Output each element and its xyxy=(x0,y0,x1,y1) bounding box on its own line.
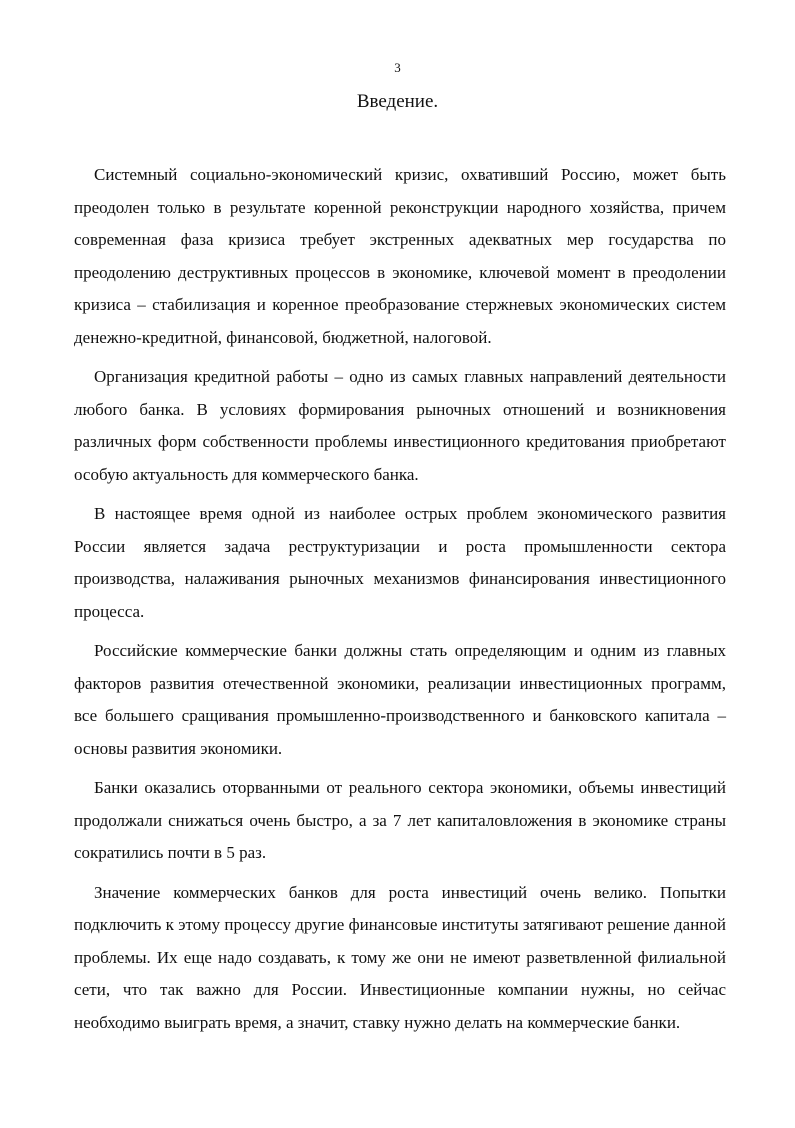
paragraph-1: Системный социально-экономический кризис, охвативший Россию, может быть преодолен только в результате коренной реконструкции народного хозяйства, причем современная фаза кризиса требует экстренных адекватных мер государства по преодолению деструктивных процессов в экономике, ключевой момент в преодолении кризиса – стабилизация и коренное преобразование стержневых экономических систем денежно-кредитной, финансовой, бюджетной, налоговой. xyxy=(74,165,726,347)
paragraph-6: Значение коммерческих банков для роста инвестиций очень велико. Попытки подключить к этому процессу другие финансовые институты затягивают решение данной проблемы. Их еще надо создавать, к тому же они не имеют разветвленной филиальной сети, что так важно для России. Инвестиционные компании нужны, но сейчас необходимо выиграть время, а значит, ставку нужно делать на коммерческие банки. xyxy=(74,882,726,1032)
page-title: Введение. xyxy=(356,91,439,112)
body-text xyxy=(74,159,726,1046)
paragraph-3: В настоящее время одной из наиболее острых проблем экономического развития России является задача реструктуризации и роста промышленности сектора производства, налаживания рыночных механизмов финансирования инвестиционного процесса. xyxy=(74,504,726,621)
paragraph-5: Банки оказались оторванными от реального сектора экономики, объемы инвестиций продолжали снижаться очень быстро, а за 7 лет капиталовложения в экономике страны сократились почти в 5 раз. xyxy=(74,778,726,862)
page-number: 3 xyxy=(394,60,401,75)
paragraph-4: Российские коммерческие банки должны стать определяющим и одним из главных факторов развития отечественной экономики, реализации инвестиционных программ, все большего сращивания промышленно-производственного и банковского капитала – основы развития экономики. xyxy=(74,641,726,758)
paragraph-2: Организация кредитной работы – одно из самых главных направлений деятельности любого банка. В условиях формирования рыночных отношений и возникновения различных форм собственности проблемы инвестиционного кредитования приобретают особую актуальность для коммерческого банка. xyxy=(74,367,726,484)
